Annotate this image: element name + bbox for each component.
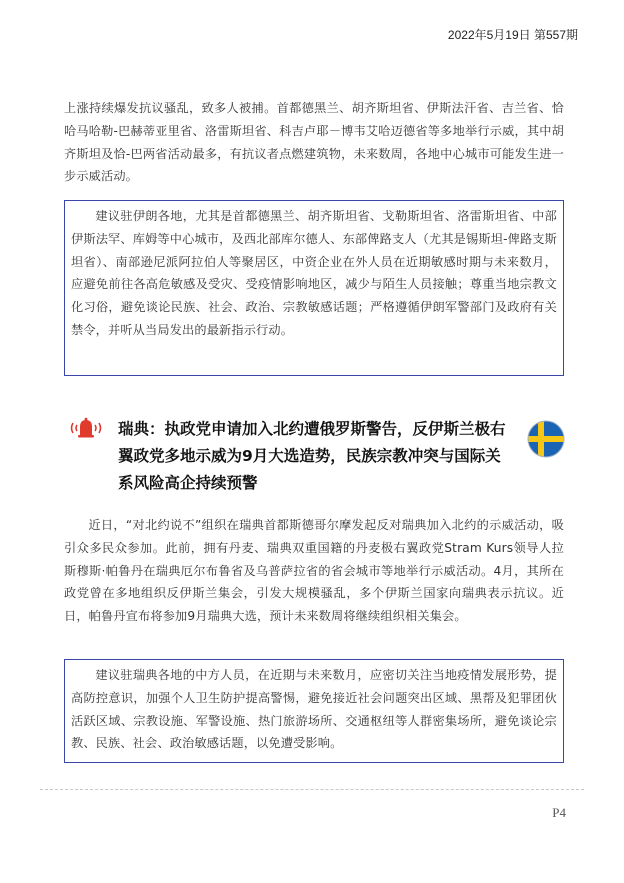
sweden-advice-box xyxy=(64,659,564,763)
sweden-paragraph: 近日，“对北约说不”组织在瑞典首都斯德哥尔摩发起反对瑞典加入北约的示威活动，吸引众多民众参加。此前，拥有丹麦、瑞典双重国籍的丹麦极右翼政党Stram Kurs领导人拉斯穆斯·帕鲁丹在瑞典厄尔布鲁省及乌普萨拉省的省会城市等地举行示威活动。4月，其所在政党曾在多地组织反伊斯兰集会，引发大规模骚乱，多个伊斯兰国家向瑞典表示抗议。近日，帕鲁丹宣布将参加9月瑞典大选，预计未来数周将继续组织相关集会。 xyxy=(64,518,564,624)
alarm-bell-icon xyxy=(68,416,104,440)
iran-advice-box xyxy=(64,200,564,376)
footer-divider xyxy=(40,789,584,790)
iran-paragraph: 上涨持续爆发抗议骚乱，致多人被捕。首都德黑兰、胡齐斯坦省、伊斯法汗省、吉兰省、恰哈马哈勒-巴赫蒂亚里省、洛雷斯坦省、科吉卢耶－博韦艾哈迈德省等多地举行示威，其中胡齐斯坦及恰-巴两省活动最多，有抗议者点燃建筑物，未来数周，各地中心城市可能发生进一步示威活动。 xyxy=(64,101,564,184)
sweden-flag-icon xyxy=(527,420,565,458)
sweden-advice-text: 建议驻瑞典各地的中方人员，在近期与未来数月，应密切关注当地疫情发展形势，提高防控意识，加强个人卫生防护提高警惕，避免接近社会问题突出区域、黑帮及犯罪团伙活跃区域、宗教设施、军警设施、热门旅游场所、交通枢纽等人群密集场所，避免谈论宗教、民族、社会、政治敏感话题，以免遭受影响。 xyxy=(71,668,557,751)
issue-date: 2022年5月19日 第557期 xyxy=(447,28,578,42)
page-number: P4 xyxy=(552,805,566,820)
sweden-headline: 瑞典：执政党申请加入北约遭俄罗斯警告，反伊斯兰极右翼政党多地示威为9月大选造势，民族宗教冲突与国际关系风险高企持续预警 xyxy=(118,420,506,492)
iran-advice-text: 建议驻伊朗各地，尤其是首都德黑兰、胡齐斯坦省、戈勒斯坦省、洛雷斯坦省、中部伊斯法罕、库姆等中心城市，及西北部库尔德人、东部俾路支人（尤其是锡斯坦-俾路支斯坦省）、南部逊尼派阿拉伯人等聚居区，中资企业在外人员在近期敏感时期与未来数月，应避免前往各高危敏感及受灾、受疫情影响地区，减少与陌生人员接触；尊重当地宗教文化习俗，避免谈论民族、社会、政治、宗教敏感话题；严格遵循伊朗军警部门及政府有关禁令，并听从当局发出的最新指示行动。 xyxy=(71,209,557,337)
